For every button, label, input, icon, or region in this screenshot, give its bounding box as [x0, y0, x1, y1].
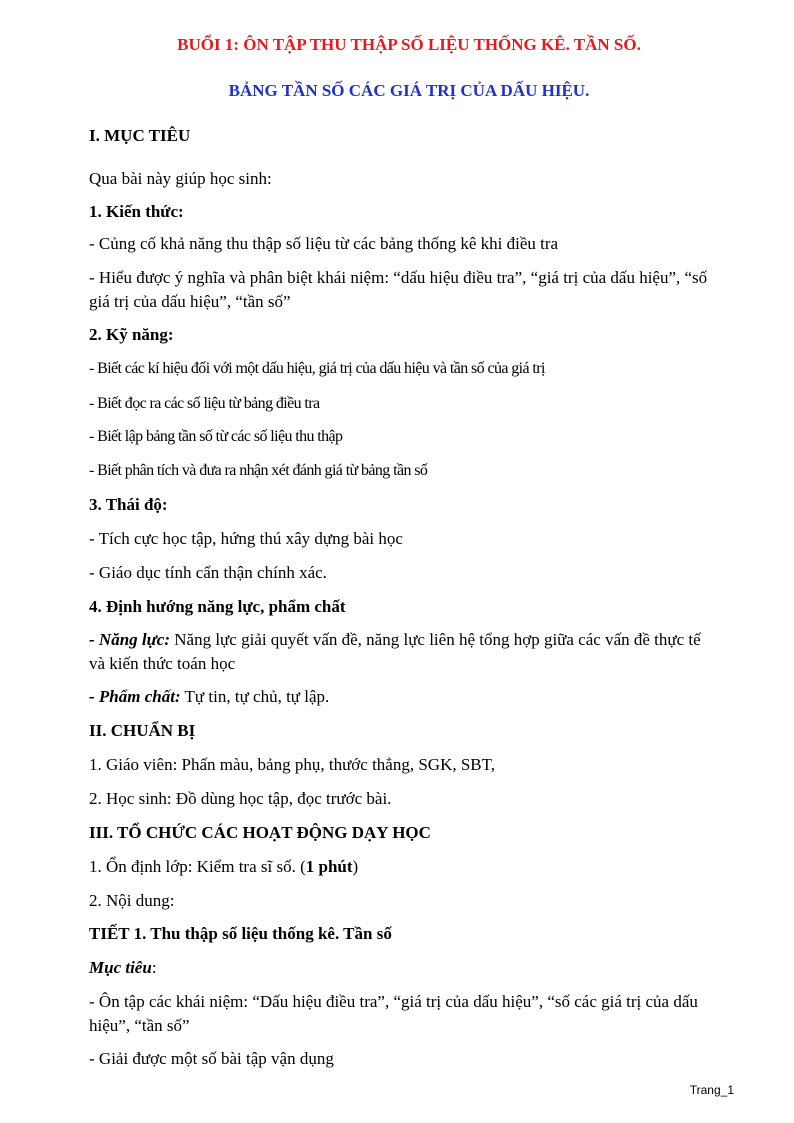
skills-heading: 2. Kỹ năng: — [89, 325, 174, 344]
quality-text: Tự tin, tự chủ, tự lập. — [180, 687, 330, 706]
goal-item: - Giải được một số bài tập vận dụng — [89, 1049, 334, 1068]
knowledge-item: - Củng cố khả năng thu thập số liệu từ các bảng thống kê khi điều tra — [89, 234, 559, 253]
attitude-item: - Tích cực học tập, hứng thú xây dựng bài học — [89, 529, 403, 548]
section-heading-activities: III. TỔ CHỨC CÁC HOẠT ĐỘNG DẠY HỌC — [89, 823, 431, 842]
attitude-item: - Giáo dục tính cẩn thận chính xác. — [89, 563, 327, 582]
activities-item-2: 2. Nội dung: — [89, 891, 175, 910]
activities-item-1-suffix: ) — [352, 857, 359, 876]
activities-item-1-prefix: 1. Ổn định lớp: Kiểm tra sĩ số. ( — [89, 857, 306, 876]
lesson-heading: TIẾT 1. Thu thập số liệu thống kê. Tần số — [89, 924, 392, 943]
skills-item: - Biết đọc ra các số liệu từ bảng điều tra — [89, 395, 320, 412]
skills-item: - Biết phân tích và đưa ra nhận xét đánh giá từ bảng tần số — [89, 462, 428, 479]
knowledge-item: - Hiểu được ý nghĩa và phân biệt khái niệm: “dấu hiệu điều tra”, “giá trị của dấu hiệu”, “số giá trị của dấu hiệu”, “tần số” — [89, 268, 708, 311]
capacity-label: - Năng lực: — [89, 630, 171, 649]
section-heading-objectives: I. MỤC TIÊU — [89, 126, 191, 145]
objectives-intro: Qua bài này giúp học sinh: — [89, 169, 272, 188]
activities-item-1 — [89, 855, 358, 879]
skills-item: - Biết lập bảng tần số từ các số liệu thu thập — [89, 428, 343, 445]
capacity-text: Năng lực giải quyết vấn đề, năng lực liên hệ tổng hợp giữa các vấn đề thực tế và kiến thức toán học — [89, 630, 701, 673]
document-title-line1: BUỔI 1: ÔN TẬP THU THẬP SỐ LIỆU THỐNG KÊ. TẦN SỐ. — [177, 35, 641, 54]
quality-label: - Phẩm chất: — [89, 687, 181, 706]
goal-item: - Ôn tập các khái niệm: “Dấu hiệu điều tra”, “giá trị của dấu hiệu”, “số các giá trị của dấu hiệu”, “tần số” — [89, 992, 698, 1035]
document-title-line2: BẢNG TẦN SỐ CÁC GIÁ TRỊ CỦA DẤU HIỆU. — [228, 81, 590, 100]
goal-colon: : — [151, 958, 157, 977]
activities-item-1-duration: 1 phút — [305, 857, 353, 876]
skills-item: - Biết các kí hiệu đối với một dấu hiệu, giá trị của dấu hiệu và tần số của giá trị — [89, 360, 545, 377]
preparation-item: 2. Học sinh: Đồ dùng học tập, đọc trước bài. — [89, 789, 392, 808]
goal-label-line — [89, 956, 157, 980]
capacity-paragraph — [89, 628, 709, 676]
quality-paragraph — [89, 685, 329, 709]
preparation-item: 1. Giáo viên: Phấn màu, bảng phụ, thước thẳng, SGK, SBT, — [89, 755, 496, 774]
goal-label: Mục tiêu — [89, 958, 152, 977]
attitude-heading: 3. Thái độ: — [89, 495, 168, 514]
page-number: Trang_1 — [689, 1083, 734, 1097]
section-heading-preparation: II. CHUẨN BỊ — [89, 721, 196, 740]
orientation-heading: 4. Định hướng năng lực, phẩm chất — [89, 597, 346, 616]
knowledge-heading: 1. Kiến thức: — [89, 202, 184, 221]
